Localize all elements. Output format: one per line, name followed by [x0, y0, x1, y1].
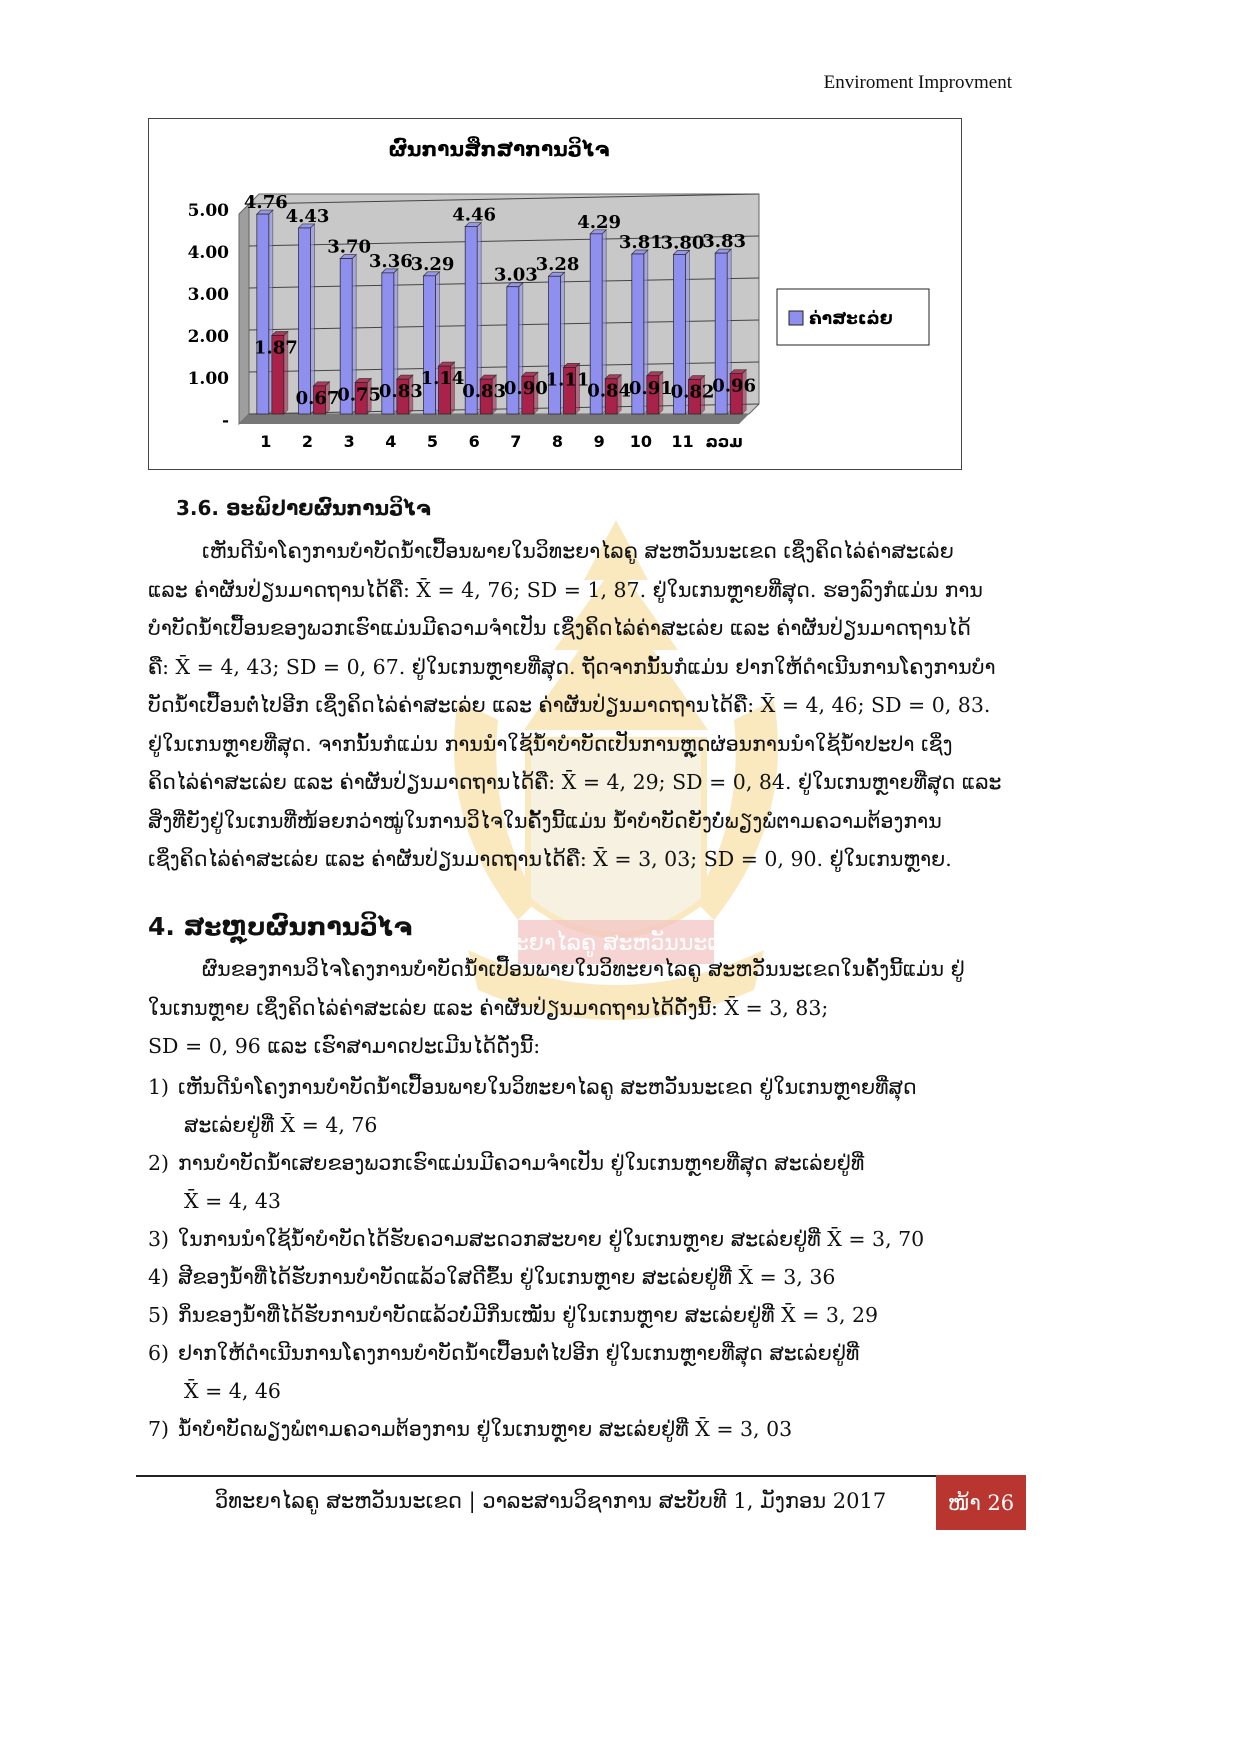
data-label-sd: 0.83	[462, 381, 507, 403]
x-tick-label: ລວມ	[705, 432, 743, 451]
bar-mean	[299, 228, 311, 414]
bar-mean	[424, 276, 436, 414]
paragraph-line: ເຊິ່ງຄິດໄລ່ຄ່າສະເລ່ຍ ແລະ ຄ່າຜັນປ່ຽນມາດຖານໄດ້ຄື: X̄ = 3, 03; SD = 0, 90. ຢູ່ໃນເກນຫຼາຍ.	[148, 847, 952, 871]
list-number: 6)	[148, 1341, 170, 1365]
paragraph-line: ສິ່ງທີ່ຍັງຢູ່ໃນເກນທີ່ໜ້ອຍກວ່າໝູ່ໃນການວິໄຈໃນຄັ້ງນີ້ແມ່ນ ນ້ຳບຳບັດຍັງບໍ່ພຽງພໍຕາມຄວາມຕ້ອງການ	[148, 808, 942, 833]
data-label-sd: 0.84	[587, 380, 632, 402]
data-label-sd: 0.75	[337, 384, 382, 406]
list-number: 3)	[148, 1227, 170, 1251]
x-tick-label: 5	[426, 432, 439, 451]
paragraph-line: SD = 0, 96 ແລະ ເຮົາສາມາດປະເມີນໄດ້ດັ່ງນີ້:	[148, 1034, 541, 1058]
bar-mean	[257, 214, 269, 414]
data-label-mean: 3.36	[368, 250, 413, 272]
data-label-mean: 3.28	[535, 254, 580, 276]
list-number: 1)	[148, 1075, 170, 1099]
data-label-mean: 3.70	[327, 236, 372, 258]
legend-swatch	[789, 311, 803, 325]
plot-floor	[239, 414, 749, 424]
data-label-sd: 0.91	[628, 377, 673, 399]
x-tick-label: 4	[385, 432, 397, 451]
paragraph-line: ບັດນ້ຳເປື້ອນຕໍ່ໄປອີກ ເຊິ່ງຄິດໄລ່ຄ່າສະເລ່ຍ ແລະ ຄ່າຜັນປ່ຽນມາດຖານໄດ້ຄື: X̄ = 4, 46; SD = 0, 83.	[148, 693, 991, 717]
paragraph-line: ແລະ ຄ່າຜັນປ່ຽນມາດຖານໄດ້ຄື: X̄ = 4, 76; SD = 1, 87. ຢູ່ໃນເກນຫຼາຍທີ່ສຸດ. ຮອງລົງກໍແມ່ນ ການ	[148, 577, 983, 602]
data-label-sd: 1.87	[253, 337, 298, 359]
chart-frame	[148, 118, 962, 470]
list-text: ກິ່ນຂອງນ້ຳທີ່ໄດ້ຮັບການບຳບັດແລ້ວບໍ່ມີກິ່ນເໝັນ ຢູ່ໃນເກນຫຼາຍ ສະເລ່ຍຢູ່ທີ່ X̄ = 3, 29	[178, 1303, 879, 1327]
data-label-mean: 3.81	[618, 231, 663, 253]
running-header: Enviroment Improvment	[823, 72, 1012, 93]
data-label-sd: 0.90	[503, 378, 548, 400]
list-item	[148, 1144, 1010, 1182]
data-label-sd: 1.14	[420, 368, 465, 390]
y-tick-label: 4.00	[187, 243, 229, 263]
x-tick-label: 10	[629, 432, 652, 451]
data-label-mean: 4.76	[243, 192, 288, 214]
data-label-sd: 0.82	[670, 381, 715, 403]
data-label-sd: 1.11	[545, 369, 590, 391]
paragraph-line: ຢູ່ໃນເກນຫຼາຍທີ່ສຸດ. ຈາກນັ້ນກໍແມ່ນ ການນຳໃຊ້ນ້ຳບຳບັດເປັນການຫຼຸດຜ່ອນການນຳໃຊ້ນ້ຳປະປາ ເຊິ່ງ	[148, 731, 953, 756]
x-tick-label: 7	[510, 432, 522, 451]
x-tick-label: 3	[343, 432, 355, 451]
footer-rule	[136, 1475, 936, 1477]
list-text: ນ້ຳບຳບັດພຽງພໍຕາມຄວາມຕ້ອງການ ຢູ່ໃນເກນຫຼາຍ ສະເລ່ຍຢູ່ທີ່ X̄ = 3, 03	[178, 1417, 793, 1441]
list-text: ເຫັນດີນຳໂຄງການບຳບັດນ້ຳເປື້ອນພາຍໃນວິທະຍາໄລຄູ ສະຫວັນນະເຂດ ຢູ່ໃນເກນຫຼາຍທີ່ສຸດ	[178, 1075, 917, 1099]
bar-mean	[549, 276, 561, 414]
data-label-mean: 3.83	[702, 231, 747, 253]
list-item	[148, 1068, 1010, 1106]
bar-chart	[149, 119, 961, 469]
section-heading-4: 4. ສະຫຼຸບຜົນການວິໄຈ	[148, 912, 413, 941]
y-tick-label: -	[221, 411, 229, 431]
chart-title: ຜົນການສຶກສາການວິໄຈ	[388, 137, 610, 161]
list-number: 4)	[148, 1265, 170, 1289]
legend-label: ຄ່າສະເລ່ຍ	[809, 309, 893, 329]
data-label-mean: 4.29	[577, 211, 622, 233]
data-label-sd: 0.83	[378, 381, 423, 403]
y-tick-label: 2.00	[187, 327, 229, 347]
conclusion-paragraph	[148, 950, 1010, 1066]
section-heading-3-6: 3.6. ອະພິປາຍຜົນການວິໄຈ	[176, 496, 431, 520]
page-number-badge: ໜ້າ 26	[936, 1475, 1026, 1530]
data-label-mean: 4.43	[285, 205, 330, 227]
list-text: ການບຳບັດນ້ຳເສຍຂອງພວກເຮົາແມ່ນມີຄວາມຈຳເປັນ ຢູ່ໃນເກນຫຼາຍທີ່ສຸດ ສະເລ່ຍຢູ່ທີ່	[178, 1151, 865, 1175]
list-item	[148, 1334, 1010, 1372]
discussion-paragraph	[148, 532, 1010, 879]
x-tick-label: 1	[260, 432, 272, 451]
list-item	[148, 1220, 1010, 1258]
y-tick-label: 3.00	[187, 285, 229, 305]
y-tick-label: 5.00	[187, 201, 229, 221]
plot-side-wall	[239, 204, 249, 424]
data-label-mean: 3.80	[660, 232, 705, 254]
paragraph-line: ບຳບັດນ້ຳເປື້ອນຂອງພວກເຮົາແມ່ນມີຄວາມຈຳເປັນ ເຊິ່ງຄິດໄລ່ຄ່າສະເລ່ຍ ແລະ ຄ່າຜັນປ່ຽນມາດຖານໄດ້	[148, 616, 971, 640]
data-label-mean: 3.29	[410, 253, 455, 275]
data-label-mean: 3.03	[493, 264, 538, 286]
list-item	[148, 1258, 1010, 1296]
data-label-sd: 0.96	[712, 375, 757, 397]
paragraph-line: ຄິດໄລ່ຄ່າສະເລ່ຍ ແລະ ຄ່າຜັນປ່ຽນມາດຖານໄດ້ຄື: X̄ = 4, 29; SD = 0, 84. ຢູ່ໃນເກນຫຼາຍທີ່ສຸດ ແລະ	[148, 770, 1002, 794]
paragraph-line: ຜົນຂອງການວິໄຈໂຄງການບຳບັດນ້ຳເປື້ອນພາຍໃນວິທະຍາໄລຄູ ສະຫວັນນະເຂດໃນຄັ້ງນີ້ແມ່ນ ຢູ່	[202, 957, 965, 981]
x-tick-label: 8	[551, 432, 564, 451]
list-text: ສີຂອງນ້ຳທີ່ໄດ້ຮັບການບຳບັດແລ້ວໃສດີຂຶ້ນ ຢູ່ໃນເກນຫຼາຍ ສະເລ່ຍຢູ່ທີ່ X̄ = 3, 36	[178, 1265, 836, 1289]
data-label-mean: 4.46	[452, 204, 497, 226]
list-text: ໃນການນຳໃຊ້ນ້ຳບຳບັດໄດ້ຮັບຄວາມສະດວກສະບາຍ ຢູ່ໃນເກນຫຼາຍ ສະເລ່ຍຢູ່ທີ່ X̄ = 3, 70	[178, 1227, 925, 1251]
x-tick-label: 2	[301, 432, 314, 451]
list-number: 7)	[148, 1417, 170, 1441]
watermark-text: ວິທະຍາໄລຄູ ສະຫວັນນະເຂດ	[486, 931, 746, 956]
list-item-continuation: X̄ = 4, 43	[184, 1189, 281, 1213]
footer-text: ວິທະຍາໄລຄູ ສະຫວັນນະເຂດ | ວາລະສານວິຊາການ ສະບັບທີ 1, ມັງກອນ 2017	[215, 1489, 887, 1513]
x-tick-label: 9	[593, 432, 605, 451]
data-label-sd: 0.67	[295, 387, 340, 409]
paragraph-line: ໃນເກນຫຼາຍ ເຊິ່ງຄິດໄລ່ຄ່າສະເລ່ຍ ແລະ ຄ່າຜັນປ່ຽນມາດຖານໄດ້ດັ່ງນີ້: X̄ = 3, 83;	[148, 995, 829, 1020]
y-tick-label: 1.00	[187, 369, 229, 389]
list-item-continuation: ສະເລ່ຍຢູ່ທີ່ X̄ = 4, 76	[184, 1113, 378, 1137]
x-tick-label: 11	[671, 432, 694, 451]
list-item	[148, 1296, 1010, 1334]
paragraph-line: ຄື: X̄ = 4, 43; SD = 0, 67. ຢູ່ໃນເກນຫຼາຍທີ່ສຸດ. ຖັດຈາກນັ້ນກໍແມ່ນ ຢາກໃຫ້ດຳເນີນການໂຄງການບຳ	[148, 654, 996, 679]
list-item-continuation: X̄ = 4, 46	[184, 1379, 281, 1403]
list-item	[148, 1410, 1010, 1448]
list-number: 5)	[148, 1303, 170, 1327]
list-number: 2)	[148, 1151, 170, 1175]
paragraph-line: ເຫັນດີນຳໂຄງການບຳບັດນ້ຳເປື້ອນພາຍໃນວິທະຍາໄລຄູ ສະຫວັນນະເຂດ ເຊິ່ງຄິດໄລ່ຄ່າສະເລ່ຍ	[202, 539, 954, 563]
list-text: ຢາກໃຫ້ດຳເນີນການໂຄງການບຳບັດນ້ຳເປື້ອນຕໍ່ໄປອີກ ຢູ່ໃນເກນຫຼາຍທີ່ສຸດ ສະເລ່ຍຢູ່ທີ່	[178, 1341, 860, 1365]
x-tick-label: 6	[468, 432, 480, 451]
conclusion-list	[148, 1068, 1010, 1448]
